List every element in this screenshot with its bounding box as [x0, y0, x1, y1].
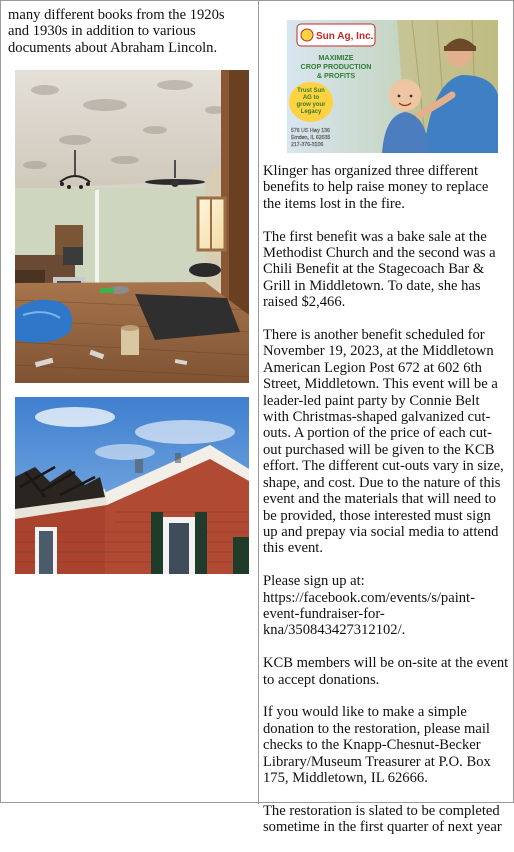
interior-damage-photo: [15, 70, 249, 383]
ad-tagline-1: MAXIMIZE: [318, 53, 354, 62]
roof-damage-photo: [15, 397, 249, 574]
column-divider: [258, 1, 259, 804]
ad-slogan-4: Legacy: [300, 109, 322, 115]
article-paragraph: If you would like to make a simple donation to the restoration, please mail checks to the Knapp-Chesnut-Becker Library/Museum Treasurer at P.O. Box 175, Middletown, IL 62666.: [263, 704, 491, 786]
intro-paragraph: many different books from the 1920s and 1930s in addition to various documents about Abraham Lincoln.: [8, 7, 225, 56]
article-paragraph: The restoration is slated to be completed sometime in the first quarter of next year: [263, 802, 502, 836]
article-paragraph: Klinger has organized three different benefits to help raise money to replace the items lost in the fire.: [263, 163, 489, 212]
article-body: [263, 163, 509, 852]
ad-address-2: Emden, IL 62635: [291, 135, 331, 141]
article-paragraph: There is another benefit scheduled for November 19, 2023, at the Middletown American Legion Post 672 at 602 6th Street, Middletown. This event will be a leader-led paint party by Connie Belt with Christmas-shaped galvanized cut-outs. A portion of the price of each cut-out purchased will be given to the KCB effort. The different cut-outs vary in size, shape, and cost. Due to the nature of this event and the materials that will need to be provided, those interested must sign up and prepay via social media to attend this event.: [263, 327, 504, 557]
ad-slogan-3: grow your: [296, 102, 326, 108]
sun-ag-advertisement[interactable]: [287, 20, 498, 153]
ad-phone: 217-376-3106: [291, 142, 324, 148]
left-column: [8, 7, 252, 56]
article-paragraph: The first benefit was a bake sale at the Methodist Church and the second was a Chili Benefit at the Stagecoach Bar & Grill in Middletown. To date, she has raised $2,466.: [263, 228, 496, 311]
ad-tagline-3: & PROFITS: [316, 71, 356, 80]
ad-slogan-2: AG to: [302, 95, 320, 101]
article-paragraph: KCB members will be on-site at the event to accept donations.: [263, 655, 509, 688]
ad-tagline-2: CROP PRODUCTION: [300, 62, 372, 71]
ad-slogan-1: Trust Sun: [297, 88, 325, 94]
signup-link-paragraph[interactable]: Please sign up at: https://facebook.com/events/s/paint-event-fundraiser-for-kna/350843427312102/.: [263, 573, 475, 639]
ad-brand-text: Sun Ag, Inc.: [316, 31, 374, 42]
ad-address-1: 576 US Hwy 136: [291, 128, 330, 134]
